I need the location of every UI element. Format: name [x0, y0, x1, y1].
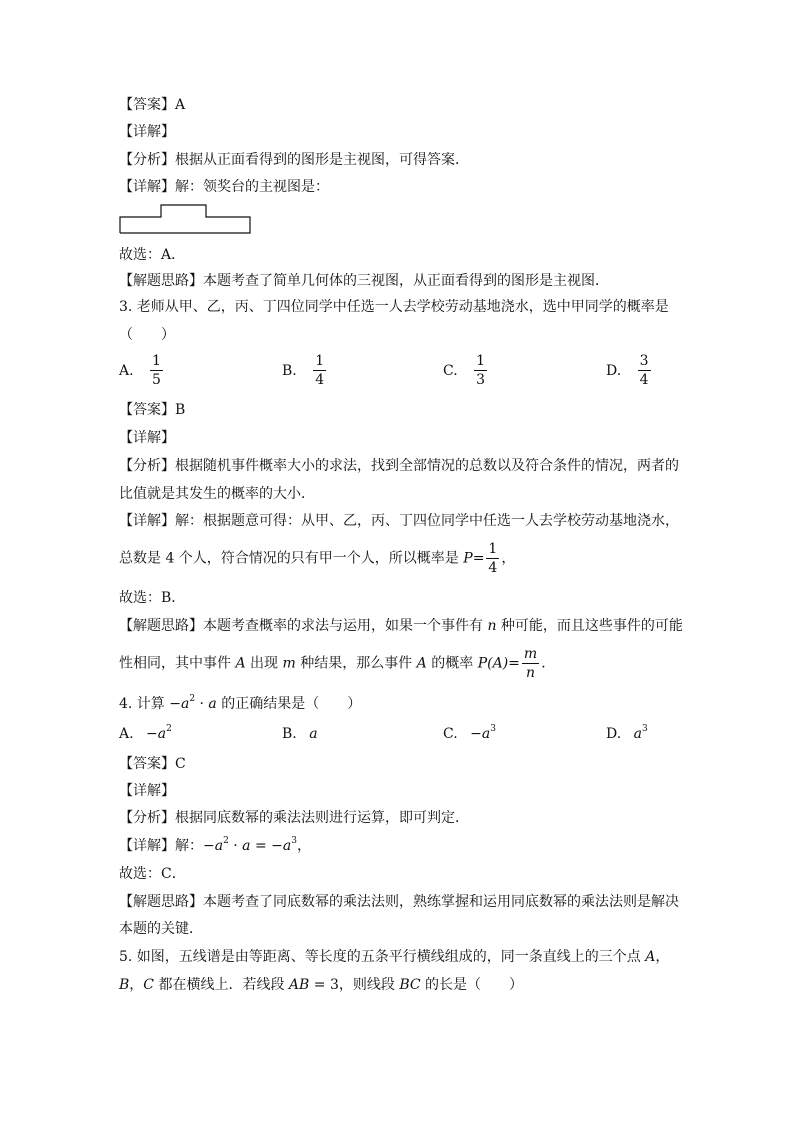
q3-paren: （ ） [119, 327, 175, 343]
text: 5. 如图，五线谱是由等距离、等长度的五条平行横线组成的，同一条直线上的三个点 [119, 949, 646, 965]
text: 的概率 [426, 655, 478, 672]
q4-analysis: 【分析】根据同底数幂的乘法法则进行运算，即可判定． [119, 810, 469, 826]
q4-option-a [119, 726, 172, 742]
q3-option-b [282, 352, 328, 389]
numerator: 1 [315, 353, 325, 369]
q3-stem: 3. 老师从甲、乙，丙、丁四位同学中任选一人去学校劳动基地浇水，选中甲同学的概率是 [119, 299, 669, 315]
text: ． [541, 655, 556, 672]
numerator: 1 [152, 353, 161, 369]
option-expr: −a [470, 726, 491, 742]
numerator: 3 [639, 353, 649, 369]
probability-fraction [522, 645, 539, 682]
q4-thinking-line1: 【解题思路】本题考查了同底数幂的乘法法则，熟练掌握和运用同底数幂的乘法法则是解决 [119, 894, 679, 910]
option-label: C. [443, 362, 458, 379]
probability-pa: P(A) [477, 655, 509, 672]
denominator: 4 [315, 372, 325, 388]
expr: −a [203, 838, 224, 854]
q3-option-a [119, 352, 165, 389]
numerator: 1 [476, 353, 486, 369]
option-fraction [638, 352, 651, 389]
text: 的长是（ ） [420, 977, 524, 993]
q5-stem-line2 [119, 975, 523, 995]
q2-detail: 【详解】解：领奖台的主视图是： [119, 179, 329, 195]
option-fraction [313, 352, 326, 389]
exponent: 2 [166, 724, 172, 734]
point-b: B [119, 977, 130, 993]
q3-detail-line1: 【详解】解：根据题意可得：从甲、乙，丙、丁四位同学中任选一人去学校劳动基地浇水， [119, 513, 679, 529]
option-expr: −a [146, 726, 167, 742]
option-label: D. [606, 362, 622, 379]
numerator: 1 [488, 541, 498, 557]
option-fraction [150, 352, 163, 389]
text: 性相同，其中事件 [119, 655, 236, 672]
q5-stem-line1 [119, 947, 669, 967]
exponent: 3 [490, 724, 496, 734]
q4-option-d [606, 726, 648, 742]
var-n: n [487, 618, 497, 634]
equals: = [472, 550, 485, 567]
q2-thinking: 【解题思路】本题考查了简单几何体的三视图，从正面看得到的图形是主视图． [119, 273, 609, 289]
q2-choose: 故选：A． [119, 247, 186, 263]
option-label: B. [282, 362, 297, 379]
text: 4. 计算 [119, 696, 170, 712]
q3-option-c [443, 352, 489, 389]
option-fraction [474, 352, 487, 389]
option-label: B. [282, 726, 297, 742]
text: 【解题思路】本题考查概率的求法与运用，如果一个事件有 [119, 618, 488, 634]
var-p: P [463, 550, 473, 567]
q4-answer: 【答案】C [119, 756, 186, 772]
podium-front-view-figure [118, 203, 252, 235]
option-label: A. [119, 362, 134, 379]
q3-choose: 故选：B． [119, 590, 186, 606]
q4-option-b [282, 726, 318, 742]
expr: −a [169, 696, 190, 712]
text: ， [655, 949, 670, 965]
text: ， [296, 838, 311, 854]
option-label: D. [606, 726, 622, 742]
q2-detail-heading: 【详解】 [119, 124, 175, 140]
denominator: 4 [488, 560, 498, 576]
denominator: 3 [476, 372, 486, 388]
q3-detail-line2 [119, 540, 515, 577]
text: 种可能，而且这些事件的可能 [496, 618, 683, 634]
q4-option-c [443, 726, 496, 742]
probability-fraction [486, 540, 499, 577]
q4-detail-heading: 【详解】 [119, 783, 175, 799]
q4-stem [119, 694, 361, 714]
text: ， [129, 977, 144, 993]
exponent: 3 [291, 836, 297, 846]
var-m: m [282, 655, 296, 672]
q3-answer: 【答案】B [119, 402, 186, 418]
q2-answer: 【答案】A [119, 97, 186, 113]
q2-analysis: 【分析】根据从正面看得到的图形是主视图，可得答案． [119, 152, 469, 168]
denominator: n [526, 665, 536, 681]
exponent: 2 [223, 836, 229, 846]
q4-choose: 故选：C． [119, 866, 186, 882]
option-expr: a [309, 726, 318, 742]
segment-bc: BC [399, 977, 421, 993]
segment-ab: AB [288, 977, 310, 993]
text: 都在横线上．若线段 [154, 977, 289, 993]
text: 总数是 4 个人，符合情况的只有甲一个人，所以概率是 [119, 550, 464, 567]
point-a: A [645, 949, 656, 965]
denominator: 5 [152, 372, 161, 388]
var-a: A [416, 655, 427, 672]
var-a: A [235, 655, 246, 672]
equals: = [508, 655, 520, 672]
text: = 3，则线段 [309, 977, 400, 993]
exponent: 3 [642, 724, 648, 734]
q3-analysis-line2: 比值就是其发生的概率的大小． [119, 486, 315, 502]
denominator: 4 [639, 372, 649, 388]
q3-thinking-line2 [119, 645, 555, 682]
q3-option-d [606, 352, 653, 389]
text: 【详解】解： [119, 838, 203, 854]
q3-detail-heading: 【详解】 [119, 430, 175, 446]
option-label: C. [443, 726, 458, 742]
q4-detail [119, 836, 311, 856]
q4-thinking-line2: 本题的关键． [119, 921, 203, 937]
text: ， [501, 550, 516, 567]
expr: · a [195, 696, 217, 712]
exponent: 2 [189, 694, 196, 704]
option-expr: a [633, 726, 642, 742]
expr: · a = −a [228, 838, 292, 854]
option-label: A. [119, 726, 134, 742]
text: 的正确结果是（ ） [216, 696, 362, 712]
text: 种结果，那么事件 [295, 655, 417, 672]
point-c: C [143, 977, 155, 993]
text: 出现 [245, 655, 283, 672]
numerator: m [523, 646, 538, 662]
q3-analysis-line1: 【分析】根据随机事件概率大小的求法，找到全部情况的总数以及符合条件的情况，两者的 [119, 458, 679, 474]
q3-thinking-line1 [119, 616, 683, 636]
